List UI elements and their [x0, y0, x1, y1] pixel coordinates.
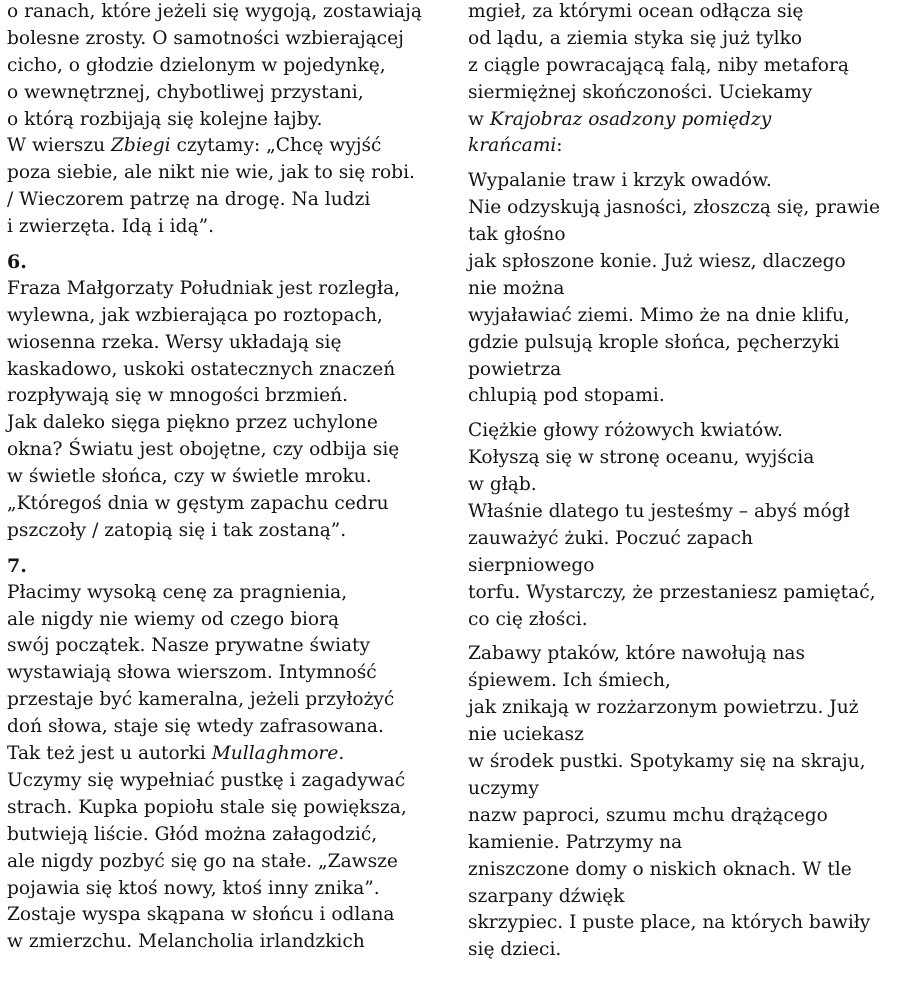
text-line: gdzie pulsują krople słońca, pęcherzyki — [468, 331, 840, 353]
section-7 — [7, 553, 452, 956]
poem-title-zbiegi: Zbiegi — [111, 135, 171, 157]
text-line: Zabawy ptaków, które nawołują nas — [468, 643, 806, 665]
text-line: w świetle słońca, czy w świetle mroku. — [7, 466, 372, 488]
text-line: z ciągle powracającą falą, niby metaforą — [468, 54, 849, 76]
text-line — [7, 741, 452, 768]
text-fragment: W wierszu — [7, 135, 111, 157]
poem-stanza — [468, 168, 900, 410]
text-line: mgieł, za którymi ocean odłącza się — [468, 1, 804, 22]
text-line — [468, 133, 900, 160]
text-line: o ranach, które jeżeli się wygoją, zostawiają — [7, 1, 422, 22]
text-line: siermiężnej skończoności. Uciekamy — [468, 81, 813, 103]
text-line: ale nigdy nie wiemy od czego biorą — [7, 608, 340, 630]
text-line: poza siebie, ale nikt nie wie, jak to się robi. — [7, 162, 415, 184]
text-line: ale nigdy pozbyć się go na stałe. „Zawsze — [7, 850, 398, 872]
text-line: pszczoły / zatopią się i tak zostaną”. — [7, 519, 347, 541]
text-line: Właśnie dlatego tu jesteśmy – abyś mógł — [468, 501, 850, 523]
intro-paragraph — [468, 0, 900, 160]
text-line: Wypalanie traw i krzyk owadów. — [468, 170, 772, 192]
text-line: o którą rozbijają się kolejne łajby. — [7, 108, 323, 130]
section-6 — [7, 249, 452, 545]
text-line: wiosenna rzeka. Wersy układają się — [7, 331, 342, 353]
text-line: chlupią pod stopami. — [468, 385, 665, 407]
text-line: wystawiają słowa wierszom. Intymność — [7, 662, 377, 684]
text-line: jak spłoszone konie. Już wiesz, dlaczego — [468, 251, 846, 273]
text-line: w głąb. — [468, 474, 537, 496]
text-line — [7, 133, 452, 160]
text-line: w środek pustki. Spotykamy się na skraju, — [468, 751, 866, 773]
text-line: nie uciekasz — [468, 724, 584, 746]
text-line: Kołyszą się w stronę oceanu, wyjścia — [468, 447, 815, 469]
text-line: uczymy — [468, 777, 539, 799]
text-line: śpiewem. Ich śmiech, — [468, 670, 671, 692]
text-line: kaskadowo, uskoki ostatecznych znaczeń — [7, 358, 396, 380]
text-line: torfu. Wystarczy, że przestaniesz pamiętać, — [468, 581, 876, 603]
text-line: sierpniowego — [468, 554, 595, 576]
section-number: 7. — [7, 554, 27, 577]
text-fragment: w — [468, 108, 490, 130]
text-line: strach. Kupka popiołu stale się powiększa, — [7, 796, 407, 818]
text-line: Fraza Małgorzaty Południak jest rozległa, — [7, 277, 401, 299]
section-number: 6. — [7, 251, 27, 274]
text-line: swój początek. Nasze prywatne światy — [7, 635, 371, 657]
text-line: jak znikają w rozżarzonym powietrzu. Już — [468, 697, 859, 719]
text-line: Nie odzyskują jasności, złoszczą się, prawie — [468, 197, 880, 219]
text-line: skrzypiec. I puste place, na których bawiły — [468, 912, 871, 934]
text-line: nazw paproci, szumu mchu drążącego — [468, 804, 828, 826]
text-line: „Któregoś dnia w gęstym zapachu cedru — [7, 493, 389, 515]
text-line: cicho, o głodzie dzielonym w pojedynkę, — [7, 54, 386, 76]
text-line: o wewnętrznej, chybotliwej przystani, — [7, 81, 364, 103]
text-line: zauważyć żuki. Poczuć zapach — [468, 527, 754, 549]
text-line: Ciężkie głowy różowych kwiatów. — [468, 420, 783, 442]
poem-stanza — [468, 641, 900, 964]
text-fragment: czytamy: „Chcę wyjść — [170, 135, 382, 157]
text-line: i zwierzęta. Idą i idą”. — [7, 216, 215, 238]
text-line: Uczymy się wypełniać pustkę i zagadywać — [7, 769, 406, 791]
text-line: pojawia się ktoś nowy, ktoś inny znika”. — [7, 877, 380, 899]
text-line: zniszczone domy o niskich oknach. W tle — [468, 858, 852, 880]
text-line: Jak daleko sięga piękno przez uchylone — [7, 412, 378, 434]
text-line — [468, 107, 900, 134]
text-line: rozpływają się w mnogości brzmień. — [7, 385, 349, 407]
text-fragment: Tak też jest u autorki — [7, 743, 212, 765]
text-line: powietrza — [468, 358, 562, 380]
text-line: co cię złości. — [468, 608, 588, 630]
text-fragment: : — [556, 135, 563, 157]
text-line: się dzieci. — [468, 939, 562, 961]
text-line: Zostaje wyspa skąpana w słońcu i odlana — [7, 904, 395, 926]
book-title-mullaghmore: Mullaghmore — [211, 743, 339, 765]
right-column — [468, 0, 900, 964]
text-line: wylewna, jak wzbierająca po roztopach, — [7, 304, 383, 326]
text-line: Płacimy wysoką cenę za pragnienia, — [7, 581, 348, 603]
left-column — [7, 0, 452, 956]
text-line: od lądu, a ziemia styka się już tylko — [468, 27, 803, 49]
text-line: nie można — [468, 277, 565, 299]
text-line: przestaje być kameralna, jeżeli przyłożyć — [7, 689, 395, 711]
text-line: bolesne zrosty. O samotności wzbierającej — [7, 27, 404, 49]
text-fragment: . — [338, 743, 345, 765]
text-line: wyjaławiać ziemi. Mimo że na dnie klifu, — [468, 304, 850, 326]
text-line: butwieją liście. Głód można załagodzić, — [7, 823, 378, 845]
poem-title-krajobraz-continued: krańcami — [468, 135, 557, 157]
intro-paragraph — [7, 0, 452, 241]
text-line: szarpany dźwięk — [468, 885, 625, 907]
text-line: / Wieczorem patrzę na drogę. Na ludzi — [7, 189, 371, 211]
text-line: tak głośno — [468, 224, 566, 246]
text-line: doń słowa, staje się wtedy zafrasowana. — [7, 716, 384, 738]
text-line: w zmierzchu. Melancholia irlandzkich — [7, 931, 365, 953]
poem-stanza — [468, 418, 900, 633]
poem-title-krajobraz: Krajobraz osadzony pomiędzy — [489, 108, 772, 130]
text-line: okna? Światu jest obojętne, czy odbija się — [7, 439, 400, 461]
text-line: kamienie. Patrzymy na — [468, 831, 683, 853]
